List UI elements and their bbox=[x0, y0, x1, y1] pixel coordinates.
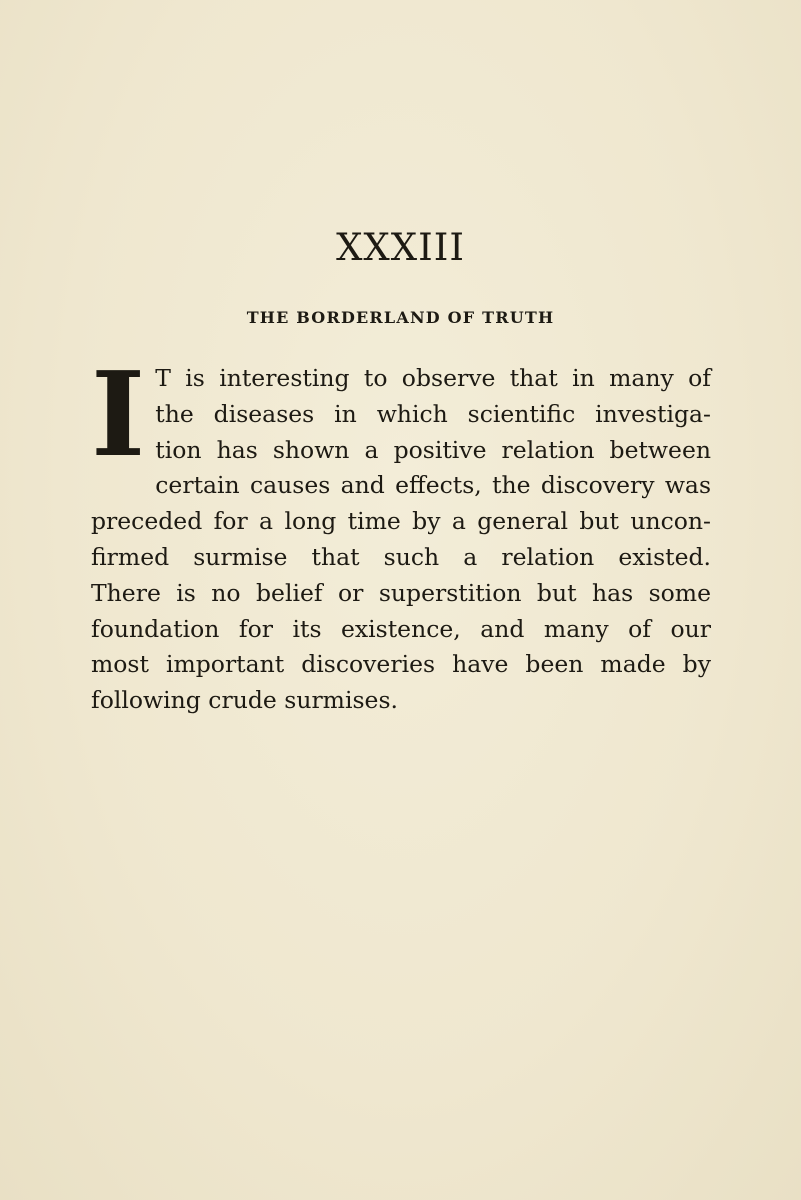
paragraph-line-3: tion has shown a positive relation between bbox=[155, 435, 711, 464]
paragraph-line-5: preceded for a long time by a general but uncon- bbox=[91, 507, 711, 536]
paragraph-line-1: T is interesting to observe that in many of bbox=[155, 364, 711, 392]
paragraph-line-7: There is no belief or superstition but has some bbox=[91, 578, 711, 607]
drop-cap: I bbox=[91, 347, 146, 483]
chapter-number: XXXIII bbox=[336, 226, 465, 269]
paragraph-line-6: firmed surmise that such a relation existed. bbox=[91, 542, 711, 571]
paragraph-line-9: most important discoveries have been made by bbox=[91, 650, 711, 679]
paragraph-line-2: the diseases in which scientific investiga- bbox=[155, 399, 711, 428]
chapter-title: THE BORDERLAND OF TRUTH bbox=[246, 308, 555, 327]
paragraph-line-8: foundation for its existence, and many of our bbox=[91, 614, 711, 643]
paragraph-line-10: following crude surmises. bbox=[91, 686, 398, 715]
chapter-body-paragraph bbox=[91, 347, 711, 719]
paragraph-line-4: certain causes and effects, the discovery was bbox=[155, 471, 711, 500]
